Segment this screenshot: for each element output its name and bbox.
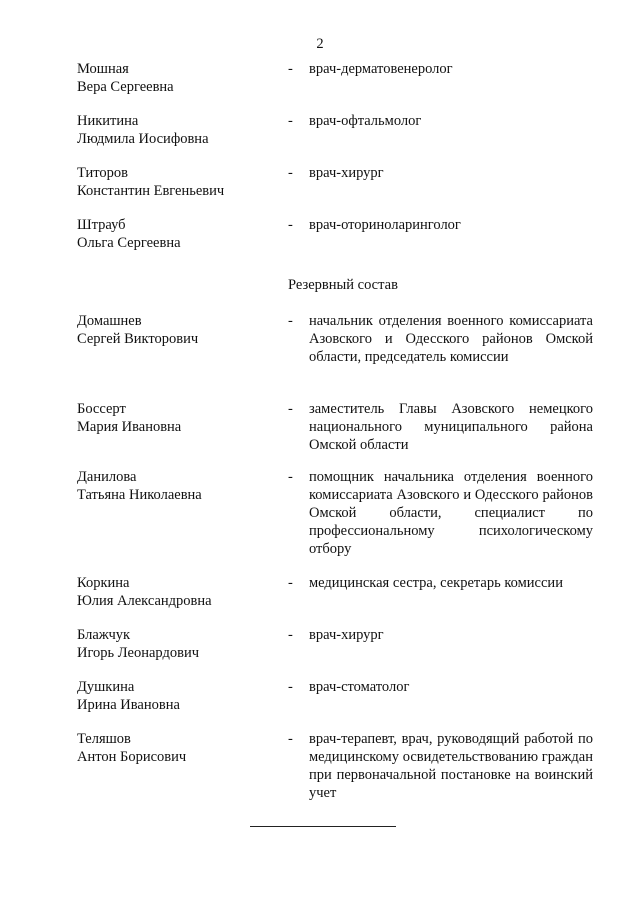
member-role: помощник начальника отделения военного комиссариата Азовского и Одесского районов Омской области, специалист по профессиональному психологическому отбору xyxy=(309,469,593,557)
member-name xyxy=(77,468,267,504)
entry-dash: - xyxy=(288,575,293,591)
member-given-name: Константин Евгеньевич xyxy=(77,183,225,199)
member-name xyxy=(77,730,267,766)
member-role: медицинская сестра, секретарь комиссии xyxy=(309,575,563,591)
member-given-name: Сергей Викторович xyxy=(77,331,199,347)
entry-dash: - xyxy=(288,469,293,485)
member-surname: Душкина xyxy=(77,679,135,695)
member-given-name: Мария Ивановна xyxy=(77,419,182,435)
member-given-name: Ирина Ивановна xyxy=(77,697,180,713)
member-name xyxy=(77,112,267,148)
entry-dash: - xyxy=(288,679,293,695)
entry-dash: - xyxy=(288,627,293,643)
member-given-name: Игорь Леонардович xyxy=(77,645,199,661)
entry-dash: - xyxy=(288,401,293,417)
member-given-name: Татьяна Николаевна xyxy=(77,487,202,503)
member-name xyxy=(77,626,267,662)
entry-dash: - xyxy=(288,217,293,233)
member-surname: Блажчук xyxy=(77,627,131,643)
member-name xyxy=(77,164,267,200)
member-given-name: Антон Борисович xyxy=(77,749,187,765)
reserve-section-title: Резервный состав xyxy=(288,277,398,293)
member-given-name: Ольга Сергеевна xyxy=(77,235,181,251)
member-surname: Никитина xyxy=(77,113,139,129)
member-surname: Теляшов xyxy=(77,731,131,747)
member-surname: Боссерт xyxy=(77,401,126,417)
member-surname: Мошная xyxy=(77,61,129,77)
member-name xyxy=(77,400,267,436)
member-role: начальник отделения военного комиссариата Азовского и Одесского районов Омской области, председатель комиссии xyxy=(309,313,593,365)
member-name xyxy=(77,216,267,252)
member-surname: Данилова xyxy=(77,469,137,485)
member-given-name: Вера Сергеевна xyxy=(77,79,174,95)
entry-dash: - xyxy=(288,113,293,129)
member-name xyxy=(77,312,267,348)
member-given-name: Людмила Иосифовна xyxy=(77,131,209,147)
member-role: заместитель Главы Азовского немецкого национального муниципального района Омской области xyxy=(309,401,593,453)
member-role: врач-хирург xyxy=(309,627,384,643)
entry-dash: - xyxy=(288,61,293,77)
member-role: врач-оториноларинголог xyxy=(309,217,461,233)
member-surname: Коркина xyxy=(77,575,130,591)
member-role: врач-терапевт, врач, руководящий работой по медицинскому освидетельствованию граждан при первоначальной постановке на воинский учет xyxy=(309,731,593,801)
member-name xyxy=(77,574,267,610)
entry-dash: - xyxy=(288,313,293,329)
member-surname: Штрауб xyxy=(77,217,126,233)
page-number: 2 xyxy=(316,36,324,52)
member-role: врач-офтальмолог xyxy=(309,113,422,129)
member-name xyxy=(77,678,267,714)
entry-dash: - xyxy=(288,731,293,747)
closing-rule xyxy=(250,826,396,827)
member-role: врач-стоматолог xyxy=(309,679,410,695)
member-given-name: Юлия Александровна xyxy=(77,593,212,609)
entry-dash: - xyxy=(288,165,293,181)
member-surname: Титоров xyxy=(77,165,128,181)
member-surname: Домашнев xyxy=(77,313,142,329)
member-name xyxy=(77,60,267,96)
member-role: врач-хирург xyxy=(309,165,384,181)
member-role: врач-дерматовенеролог xyxy=(309,61,453,77)
